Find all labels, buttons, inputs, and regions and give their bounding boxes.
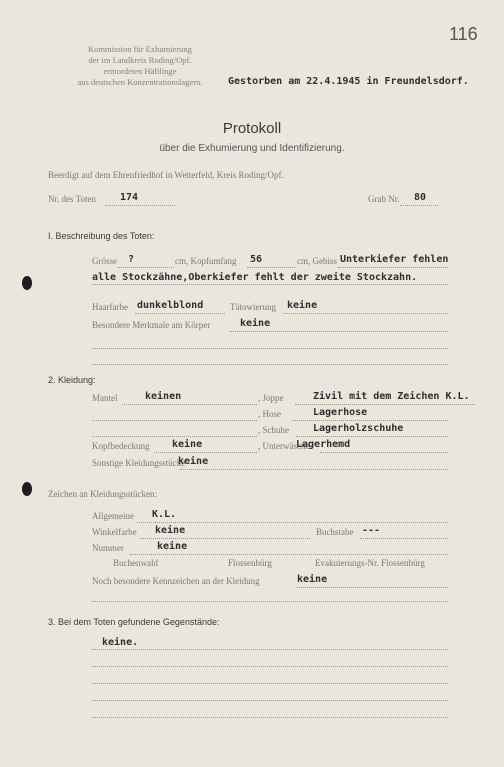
head-circumference-value: 56 bbox=[250, 254, 263, 265]
letter-label: Buchstabe bbox=[316, 527, 354, 537]
coat-label: Mantel bbox=[92, 393, 118, 403]
shoes-label: , Schuhe bbox=[258, 425, 289, 435]
coat-value: keinen bbox=[145, 391, 182, 402]
commission-line: ermordeten Häftlinge bbox=[103, 66, 177, 76]
hair-color-value: dunkelblond bbox=[137, 300, 204, 311]
clothing-marks-heading: Zeichen an Kleidungsstücken: bbox=[48, 489, 157, 499]
number-value: keine bbox=[157, 541, 188, 552]
other-marks-value: keine bbox=[297, 574, 328, 585]
headwear-label: Kopfbedeckung bbox=[92, 441, 150, 451]
headwear-value: keine bbox=[172, 439, 203, 450]
triangle-color-label: Winkelfarbe bbox=[92, 527, 137, 537]
grave-number-value: 80 bbox=[414, 192, 427, 203]
camp-buchenwald: Buchenwald bbox=[113, 558, 158, 568]
hair-color-label: Haarfarbe bbox=[92, 302, 128, 312]
size-value: ? bbox=[128, 254, 135, 265]
section-1-heading: I. Beschreibung des Toten: bbox=[48, 231, 155, 241]
commission-line: Kommission für Exhumierung bbox=[88, 44, 192, 54]
other-clothing-label: Sonstige Kleidungsstücke bbox=[92, 458, 186, 468]
commission-line: aus deutschen Konzentrationslagern. bbox=[77, 77, 203, 87]
other-marks-label: Noch besondere Kennzeichen an der Kleidung bbox=[92, 576, 260, 586]
trousers-value: Lagerhose bbox=[313, 407, 368, 418]
underwear-label: , Unterwäsche bbox=[258, 441, 310, 451]
jacket-label: , Joppe bbox=[258, 393, 284, 403]
page-number: 116 bbox=[449, 24, 478, 44]
death-note: Gestorben am 22.4.1945 in Freundelsdorf. bbox=[228, 76, 469, 87]
dead-number-value: 174 bbox=[120, 192, 139, 203]
tattoo-label: Tätowierung bbox=[230, 302, 276, 312]
letter-value: --- bbox=[362, 525, 381, 536]
general-mark-value: K.L. bbox=[152, 509, 177, 520]
trousers-label: , Hose bbox=[258, 409, 281, 419]
commission-block bbox=[50, 44, 230, 88]
size-label: Grösse bbox=[92, 256, 117, 266]
document-subtitle: über die Exhumierung und Identifizierung. bbox=[159, 143, 345, 154]
body-marks-value: keine bbox=[240, 318, 271, 329]
section-3-heading: 3. Bei dem Toten gefundene Gegenstände: bbox=[48, 617, 220, 627]
number-label: Nummer bbox=[92, 543, 124, 553]
grave-number-label: Grab Nr. bbox=[368, 194, 400, 204]
punch-hole bbox=[22, 276, 32, 290]
camp-flossenbuerg: Flossenbürg bbox=[228, 558, 272, 568]
other-clothing-value: keine bbox=[178, 456, 209, 467]
general-mark-label: Allgemeine bbox=[92, 511, 134, 521]
teeth-value-continued: alle Stockzähne,Oberkiefer fehlt der zweite Stockzahn. bbox=[92, 272, 418, 283]
head-circumference-label: cm, Kopfumfang bbox=[175, 256, 237, 266]
underwear-value: Lagerhemd bbox=[296, 439, 351, 450]
teeth-label: cm, Gebiss bbox=[297, 256, 337, 266]
dead-number-label: Nr. des Toten bbox=[48, 194, 96, 204]
punch-hole bbox=[22, 482, 32, 496]
teeth-value: Unterkiefer fehlen bbox=[340, 254, 449, 265]
section-2-heading: 2. Kleidung: bbox=[48, 375, 96, 385]
shoes-value: Lagerholzschuhe bbox=[313, 423, 404, 434]
evacuation-number: Evakuierungs-Nr. Flossenbürg bbox=[315, 558, 425, 568]
body-marks-label: Besondere Merkmale am Körper bbox=[92, 320, 211, 330]
commission-line: der im Landkreis Roding/Opf. bbox=[88, 55, 192, 65]
triangle-color-value: keine bbox=[155, 525, 186, 536]
tattoo-value: keine bbox=[287, 300, 318, 311]
jacket-value: Zivil mit dem Zeichen K.L. bbox=[313, 391, 470, 402]
found-items-value: keine. bbox=[102, 637, 139, 648]
document-title: Protokoll bbox=[222, 120, 282, 137]
burial-line: Beerdigt auf dem Ehrenfriedhof in Wetterfeld, Kreis Roding/Opf. bbox=[48, 170, 284, 180]
